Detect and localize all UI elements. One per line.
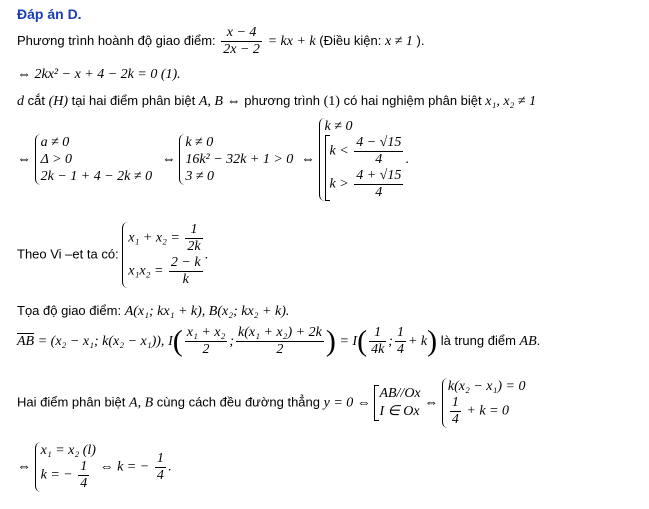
text: có hai nghiệm phân biệt [343,93,482,108]
equiv-symbol: ⇔ [17,151,31,167]
system-final-1 [442,378,526,428]
fraction [450,395,461,428]
text: ). [416,32,425,48]
fraction [221,25,262,58]
numerator: x₁ + x₂ [186,325,226,340]
fraction [395,325,406,358]
math: + k = 0 [466,403,510,419]
math: k > [329,176,349,192]
math: k < [329,143,349,159]
text: Theo Vi –et ta có: [17,246,119,262]
intersection-equation [17,25,424,58]
numerator: 1 [369,325,386,342]
sys-line: a ≠ 0 [40,135,70,150]
math: k = − [40,467,73,483]
text: (Điều kiện: [319,32,382,48]
fraction [354,168,403,201]
denominator: 2 [202,342,210,357]
numerator: 1 [451,395,459,410]
text: phương trình [244,93,321,108]
midpoint-line: $\overline{AB} = (x_2 - x_1$; k(x₂ − x₁)), I( $\frac{\text{x₁ + x₂}}{2}$ ; $\frac{\text{k(x₁ + x₂) + 2k}}{2}$ ) = I( $\frac{1}{4k}$ ; $\frac{1}{4}$ + k) là trung điểm AB. [17,324,541,358]
equiv-symbol: ⇔ [300,151,315,167]
math: d [17,94,24,109]
numerator: 1 [80,459,88,474]
equiv-symbol: ⇔ [17,459,31,475]
sys-line [448,395,526,428]
denominator: 4 [451,412,459,427]
numerator: k(x₁ + x₂) + 2k [238,325,322,340]
sys-line: x₁ = x₂ (l) [40,443,96,458]
final-line: ⇔ x₁ = x₂ (l) k = − $\frac{1}{4}$ ⇔ k = − $\frac{1}{4}$ . [17,443,172,491]
denominator: 2k [187,239,201,254]
coords-line [17,303,289,320]
text: Phương trình hoành độ giao điểm: [17,32,216,48]
text: cắt [27,93,45,108]
math: (H) [48,94,69,109]
text: tại hai điểm phân biệt [71,93,196,108]
math: A(x₁; kx₁ + k), B(x₂; kx₂ + k). [124,304,290,319]
math: AB [519,333,537,349]
condition-line [17,93,536,110]
denominator: 4 [80,476,88,491]
fraction [354,135,403,168]
fraction [169,255,203,288]
quadratic-equation: ⇔ 2kx² − x + 4 − 2k = 0 (1). [17,67,181,82]
fraction [78,459,89,492]
fraction [185,325,228,358]
numerator: x − 4 [221,25,262,42]
vector-ab: $\overline{AB}$ [17,333,35,349]
math: A, B [129,395,154,411]
vieta-system [122,222,204,288]
text: là trung điểm [440,332,516,348]
sys-line: Δ > 0 [40,152,73,167]
math: (1) [323,94,340,109]
or-bracket [374,385,420,421]
math: ⇔ [226,94,241,109]
sys-line: 2k − 1 + 4 − 2k ≠ 0 [40,169,153,184]
denominator: k [182,272,189,287]
fraction [155,451,166,484]
sys-line: I ∈ Ox [379,404,420,419]
denominator: 4k [371,342,385,357]
sys-line: 3 ≠ 0 [185,169,215,184]
denominator: 4 [375,152,383,167]
fraction [185,222,202,255]
denominator: 4 [156,467,164,483]
math: I [168,333,173,349]
sys-line: k ≠ 0 [324,119,353,134]
denominator: 4 [396,342,404,357]
sys-line: AB//Ox [379,386,421,401]
numerator: 2 − k [170,255,201,270]
sys-line [41,459,96,492]
sys-line: 16k² − 32k + 1 > 0 [185,152,294,167]
numerator: 1 [156,450,164,466]
system-3 [319,118,406,201]
text: Tọa độ giao điểm: [17,303,122,318]
fraction [369,325,386,358]
numerator: 4 − √15 [356,135,402,150]
math: = (x₂ − x₁; k(x₂ − x₁)), [37,333,165,349]
answer-title: Đáp án D. [17,6,82,22]
math: x₁, x₂ ≠ 1 [485,94,537,109]
system-final-2 [35,442,96,492]
math: x ≠ 1 [385,33,413,49]
equiv-symbol: ⇔ [161,151,176,167]
sys-line: k ≠ 0 [185,135,214,150]
sys-line [330,168,406,201]
equiv-symbol: ⇔ [424,395,439,411]
text: cùng cách đều đường thẳng [156,394,321,410]
math: x₁ + x₂ = [128,230,180,246]
system-2 [179,134,293,185]
math: y = 0 ⇔ [323,395,371,411]
numerator: 1 [396,325,404,340]
denominator: 4 [375,185,383,200]
math: A, B [198,94,223,109]
math: + k [407,333,428,349]
math: = I [339,333,358,349]
systems-row: ⇔ a ≠ 0 Δ > 0 2k − 1 + 4 − 2k ≠ 0 ⇔ k ≠ 0 16k² − 32k + 1 > 0 3 ≠ 0 ⇔ k ≠ 0 k < $\frac{4 - √15}{4}$ k > $\frac{4 + √15}{4}$ . [17,119,409,200]
equidistant-line [17,378,526,428]
numerator: 1 [185,222,202,239]
or-bracket [325,135,406,201]
fraction [236,325,324,358]
system-1 [35,134,152,185]
math: ⇔ k = − [99,459,150,475]
text: Hai điểm phân biệt [17,394,126,410]
math: x₁x₂ = [128,263,164,279]
sys-line [128,222,204,255]
math: = kx + k [267,33,316,49]
denominator: 2x − 2 [223,42,260,57]
sys-line [128,255,204,288]
sys-line [330,135,406,168]
vieta-line: Theo Vi –et ta có: x₁ + x₂ = $\frac{1}{2k}$ x₁x₂ = $\frac{2 - k}{k}$ . [17,222,209,287]
sys-line: k(x₂ − x₁) = 0 [447,379,526,394]
numerator: 4 + √15 [356,168,402,183]
denominator: 2 [276,342,284,357]
